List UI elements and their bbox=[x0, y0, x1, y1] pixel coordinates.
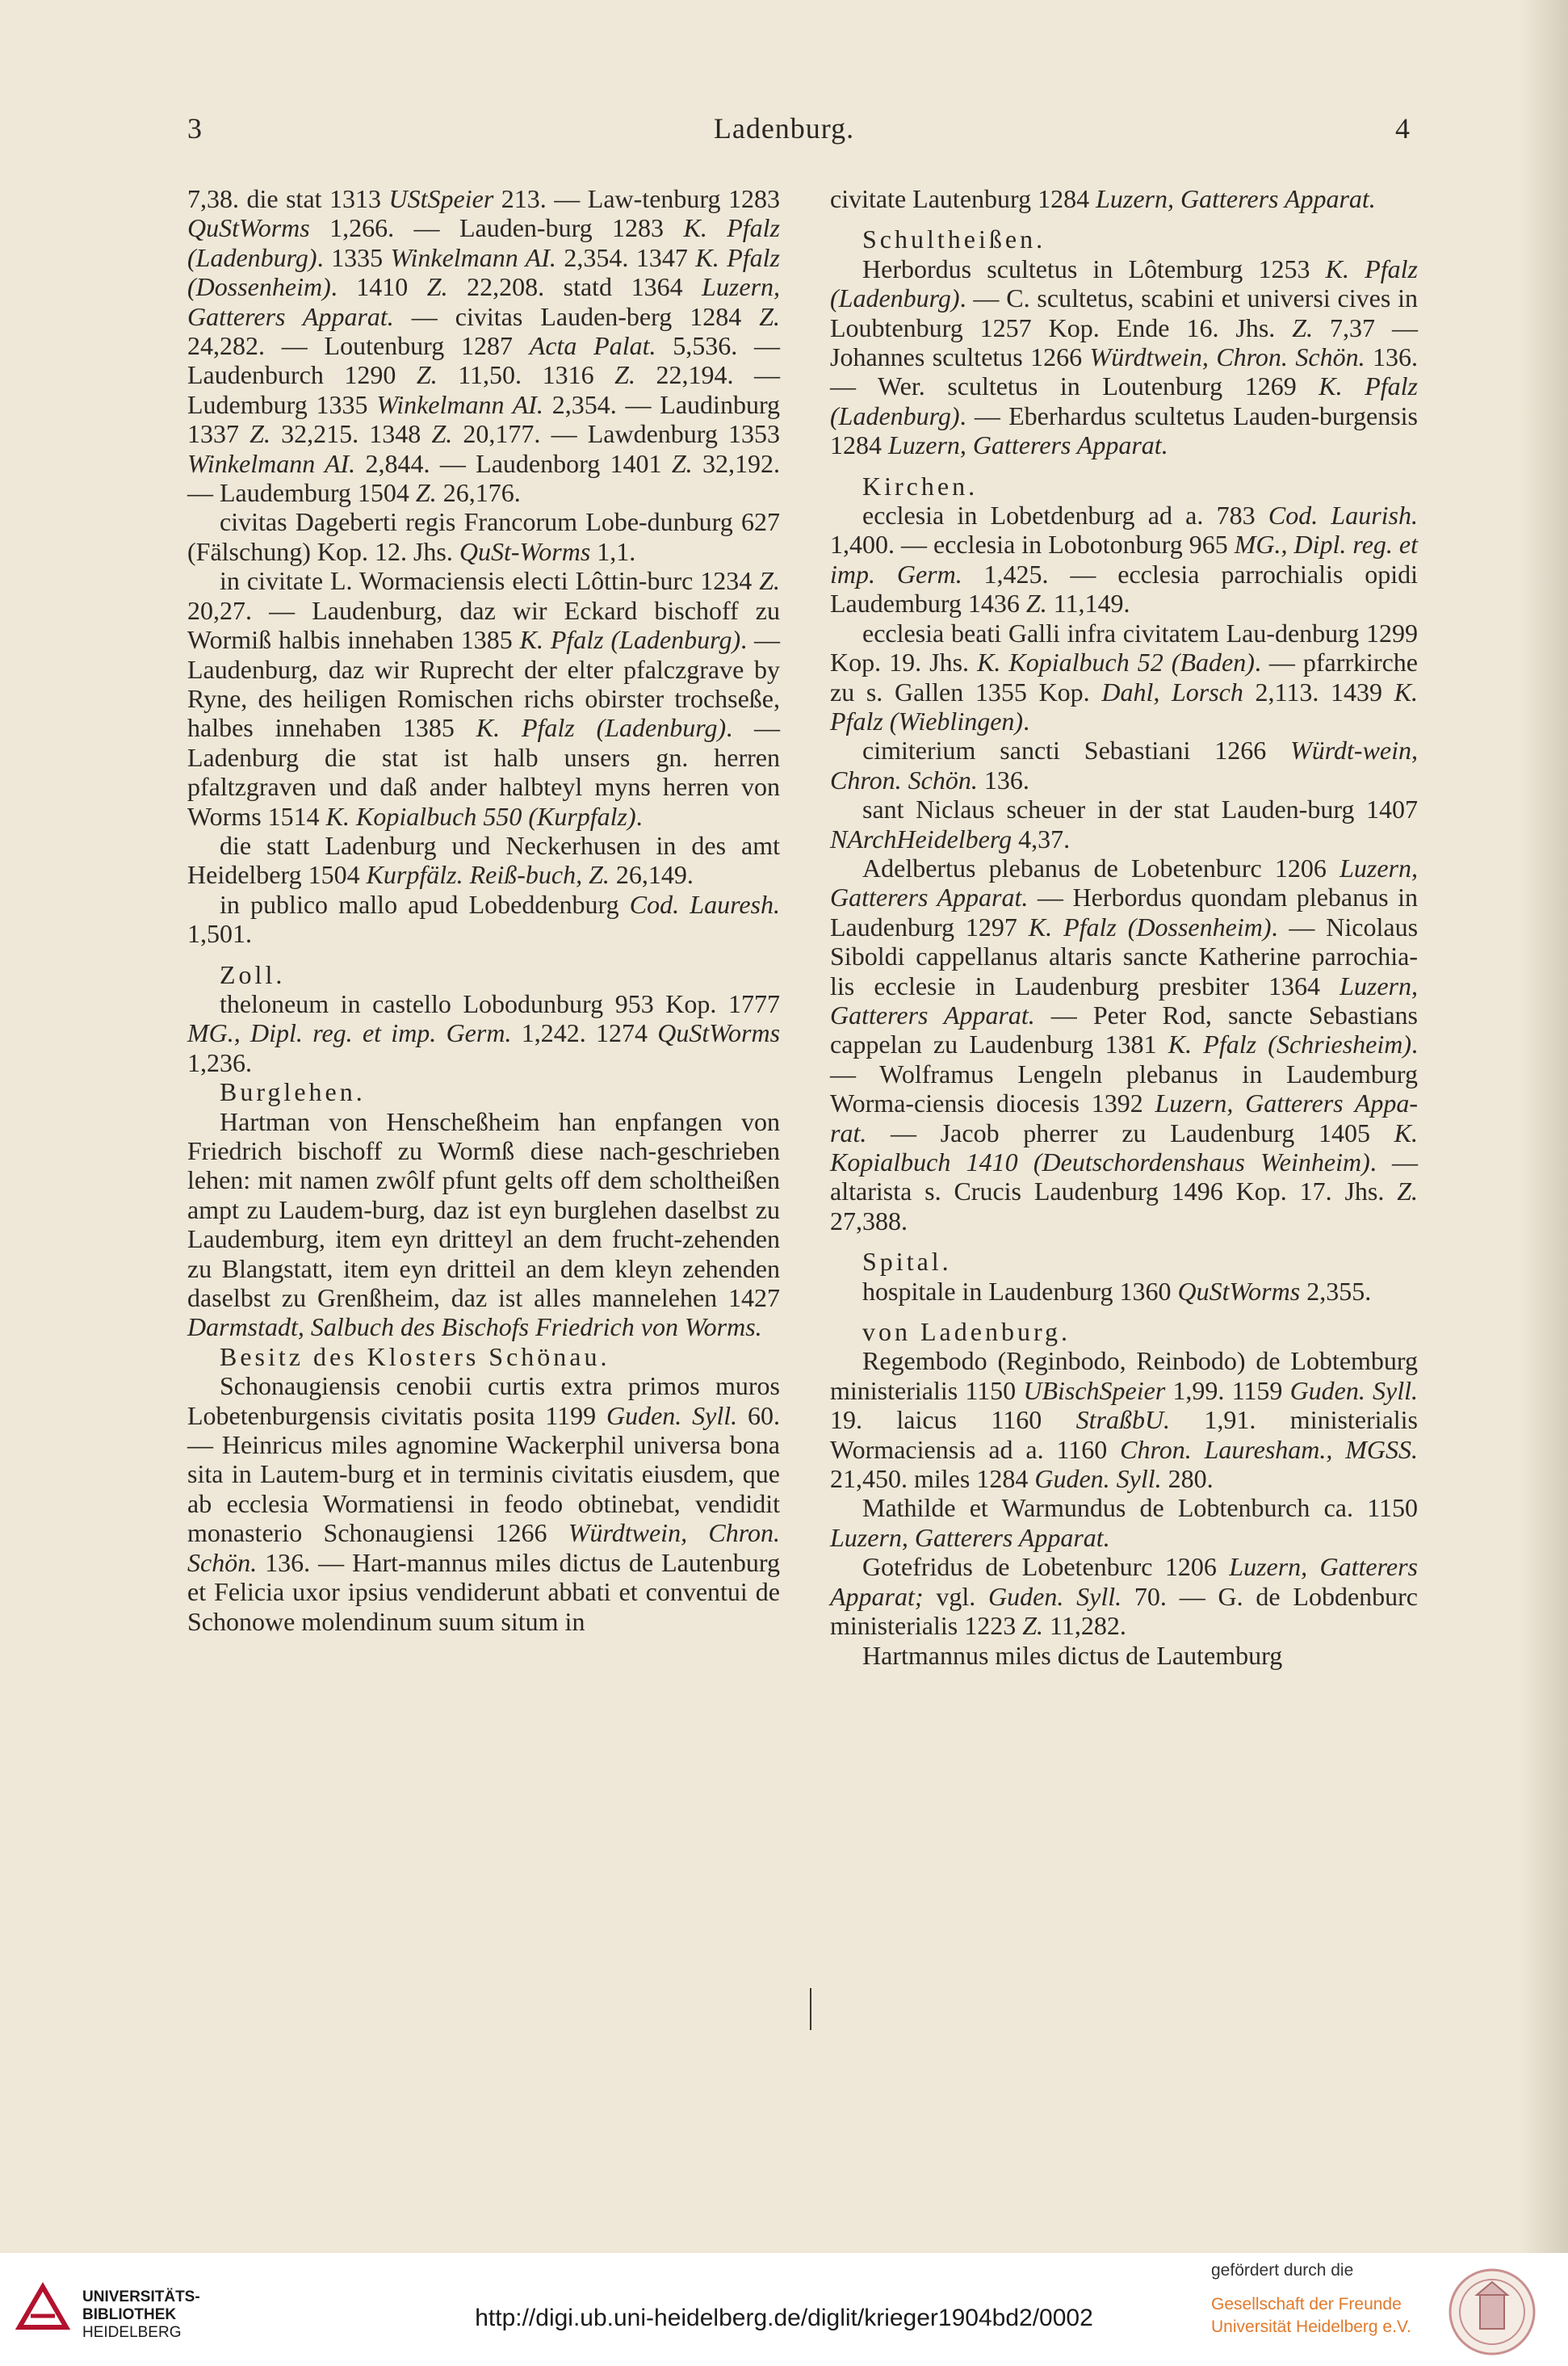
right-paragraph: hospitale in Laudenburg 1360 QuStWorms 2,355. bbox=[862, 1276, 1372, 1306]
right-paragraph: ecclesia beati Galli infra civitatem Lau-denburg 1299 Kop. 19. Jhs. K. Kopialbuch 52 (Baden). — pfarrkirche zu s. Gallen 1355 Kop. Dahl, Lorsch 2,113. 1439 K. Pfalz (Wieblingen). bbox=[830, 618, 1419, 736]
right-paragraph: sant Niclaus scheuer in der stat Lauden-burg 1407 NArchHeidelberg 4,37. bbox=[830, 795, 1418, 854]
society-name-line1: Gesellschaft der Freunde bbox=[1211, 2295, 1402, 2314]
left-paragraph: Hartman von Henscheßheim han enpfangen von Friedrich bischoff zu Wormß diese nach-geschrieben lehen: mit namen zwôlf pfunt gelts off dem scholtheißen ampt zu Laudem-burg, daz ist eyn burglehen daselbst zu Laudemburg, item eyn dritteyl an dem frucht-zehenden zu Blangstatt, item eyn dritteil an dem kleyn zehenden daselbst zu Grenßheim, daz ist alles mannelehen 1427 Darmstadt, Salbuch des Bischofs Friedrich von Worms. bbox=[187, 1106, 780, 1342]
left-paragraph: in publico mallo apud Lobeddenburg Cod. Lauresh. 1,501. bbox=[187, 889, 781, 949]
right-paragraph: Hartmannus miles dictus de Lautemburg bbox=[862, 1640, 1283, 1670]
society-name-line2: Universität Heidelberg e.V. bbox=[1211, 2318, 1411, 2336]
left-paragraph: in civitate L. Wormaciensis electi Lôttin-burc 1234 Z. 20,27. — Laudenburg, daz wir Eckard bischoff zu Wormiß halbis innehaben 1385 K. Pfalz (Ladenburg). — Laudenburg, daz wir Ruprecht der elter pfalczgrave by Ryne, des heiligen Romischen richs obirster trochseße, halbes innehaben 1385 K. Pfalz (Ladenburg). — Ladenburg die stat ist halb unsers gn. herren pfaltzgraven und daß ander halbteyl myns herren von Worms 1514 K. Kopialbuch 550 (Kurpfalz). bbox=[187, 566, 781, 831]
right-section-heading: von Ladenburg. bbox=[862, 1317, 1071, 1347]
left-paragraph: 7,38. die stat 1313 UStSpeier 213. — Law-tenburg 1283 QuStWorms 1,266. — Lauden-burg 1283 K. Pfalz (Ladenburg). 1335 Winkelmann AI. 2,354. 1347 K. Pfalz (Dossenheim). 1410 Z. 22,208. statd 1364 Luzern, Gatterers Apparat. — civitas Lauden-berg 1284 Z. 24,282. — Loutenburg 1287 Acta Palat. 5,536. — Laudenburch 1290 Z. 11,50. 1316 Z. 22,194. — Ludemburg 1335 Winkelmann AI. 2,354. — Laudinburg 1337 Z. 32,215. 1348 Z. 20,177. — Lawdenburg 1353 Winkelmann AI. 2,844. — Laudenborg 1401 Z. 32,192. — Laudemburg 1504 Z. 26,176. bbox=[187, 184, 781, 508]
permalink-url[interactable]: http://digi.ub.uni-heidelberg.de/diglit/krieger1904bd2/0002 bbox=[475, 2305, 1093, 2331]
right-paragraph: Adelbertus plebanus de Lobetenburc 1206 Luzern, Gatterers Apparat. — Herbordus quondam plebanus in Laudenburg 1297 K. Pfalz (Dossenheim). — Nicolaus Siboldi cappellanus altaris sancte Katherine parrochia-lis ecclesie in Laudenburg presbiter 1364 Luzern, Gatterers Apparat. — Peter Rod, sancte Sebastians cappelan zu Laudenburg 1381 K. Pfalz (Schriesheim). — Wolframus Lengeln plebanus in Laudemburg Worma-ciensis diocesis 1392 Luzern, Gatterers Appa-rat. — Jacob pherrer zu Laudenburg 1405 K. Kopialbuch 1410 (Deutschordenshaus Weinheim). — altarista s. Crucis Laudenburg 1496 Kop. 17. Jhs. Z. 27,388. bbox=[830, 853, 1419, 1235]
page-edge-shadow bbox=[1520, 0, 1568, 2253]
right-paragraph: Herbordus scultetus in Lôtemburg 1253 K. Pfalz (Ladenburg). — C. scultetus, scabini et universi cives in Loubtenburg 1257 Kop. Ende 16. Jhs. Z. 7,37 — Johannes scultetus 1266 Würdtwein, Chron. Schön. 136. — Wer. scultetus in Loutenburg 1269 K. Pfalz (Ladenburg). — Eberhardus scultetus Lauden-burgensis 1284 Luzern, Gatterers Apparat. bbox=[830, 254, 1419, 460]
university-seal-icon bbox=[1448, 2267, 1537, 2356]
right-page-number: 4 bbox=[1395, 112, 1410, 145]
right-paragraph: civitate Lautenburg 1284 Luzern, Gatterers Apparat. bbox=[830, 184, 1376, 213]
right-section-heading: Spital. bbox=[862, 1247, 952, 1277]
right-paragraph: cimiterium sancti Sebastiani 1266 Würdt-wein, Chron. Schön. 136. bbox=[830, 736, 1418, 795]
library-name-line3: HEIDELBERG bbox=[82, 2324, 182, 2341]
running-title: Ladenburg. bbox=[713, 112, 855, 145]
right-paragraph: Mathilde et Warmundus de Lobtenburch ca. 1150 Luzern, Gatterers Apparat. bbox=[830, 1493, 1418, 1552]
right-section-heading: Kirchen. bbox=[862, 471, 979, 501]
right-text-column bbox=[830, 184, 1418, 1670]
left-text-column bbox=[187, 184, 780, 1636]
library-name-line2: BIBLIOTHEK bbox=[82, 2306, 177, 2323]
right-paragraph: Gotefridus de Lobetenburc 1206 Luzern, Gatterers Apparat; vgl. Guden. Syll. 70. — G. de Lobdenburc ministerialis 1223 Z. 11,282. bbox=[830, 1552, 1419, 1641]
digitization-footer bbox=[0, 2253, 1568, 2366]
left-section-heading: Besitz des Klosters Schönau. bbox=[220, 1341, 610, 1371]
right-paragraph: ecclesia in Lobetdenburg ad a. 783 Cod. Laurish. 1,400. — ecclesia in Lobotonburg 965 MG., Dipl. reg. et imp. Germ. 1,425. — ecclesia parrochialis opidi Laudemburg 1436 Z. 11,149. bbox=[830, 501, 1419, 619]
left-paragraph: Schonaugiensis cenobii curtis extra primos muros Lobetenburgensis civitatis posita 1199 Guden. Syll. 60. — Heinricus miles agnomine Wackerphil universa bona sita in Lautem-burg et in terminis civitatis eiusdem, que ab ecclesia Wormatiensi in feodo obtinebat, vendidit monasterio Schonaugiensi 1266 Würdtwein, Chron. Schön. 136. — Hart-mannus miles dictus de Lautenburg et Felicia uxor ipsius vendiderunt abbati et conventui de Schonowe molendinum suum situm in bbox=[187, 1371, 781, 1636]
column-rule bbox=[810, 1988, 811, 2030]
society-name bbox=[1211, 2293, 1411, 2339]
left-paragraph: civitas Dageberti regis Francorum Lobe-dunburg 627 (Fälschung) Kop. 12. Jhs. QuSt-Worms 1,1. bbox=[187, 507, 780, 566]
left-section-heading: Burglehen. bbox=[220, 1077, 366, 1107]
left-page-number: 3 bbox=[187, 112, 202, 145]
left-section-heading: Zoll. bbox=[220, 959, 286, 989]
library-name-line1: UNIVERSITÄTS- bbox=[82, 2288, 200, 2305]
funded-by-text: gefördert durch die bbox=[1211, 2261, 1354, 2280]
right-paragraph: Regembodo (Reginbodo, Reinbodo) de Lobtemburg ministerialis 1150 UBischSpeier 1,99. 1159 Guden. Syll. 19. laicus 1160 StraßbU. 1,91. ministerialis Wormaciensis ad a. 1160 Chron. Lauresham., MGSS. 21,450. miles 1284 Guden. Syll. 280. bbox=[830, 1346, 1419, 1494]
left-paragraph: theloneum in castello Lobodunburg 953 Kop. 1777 MG., Dipl. reg. et imp. Germ. 1,242. 1274 QuStWorms 1,236. bbox=[187, 988, 781, 1077]
right-section-heading: Schultheißen. bbox=[862, 224, 1046, 254]
left-paragraph: die statt Ladenburg und Neckerhusen in des amt Heidelberg 1504 Kurpfälz. Reiß-buch, Z. 26,149. bbox=[187, 830, 780, 890]
